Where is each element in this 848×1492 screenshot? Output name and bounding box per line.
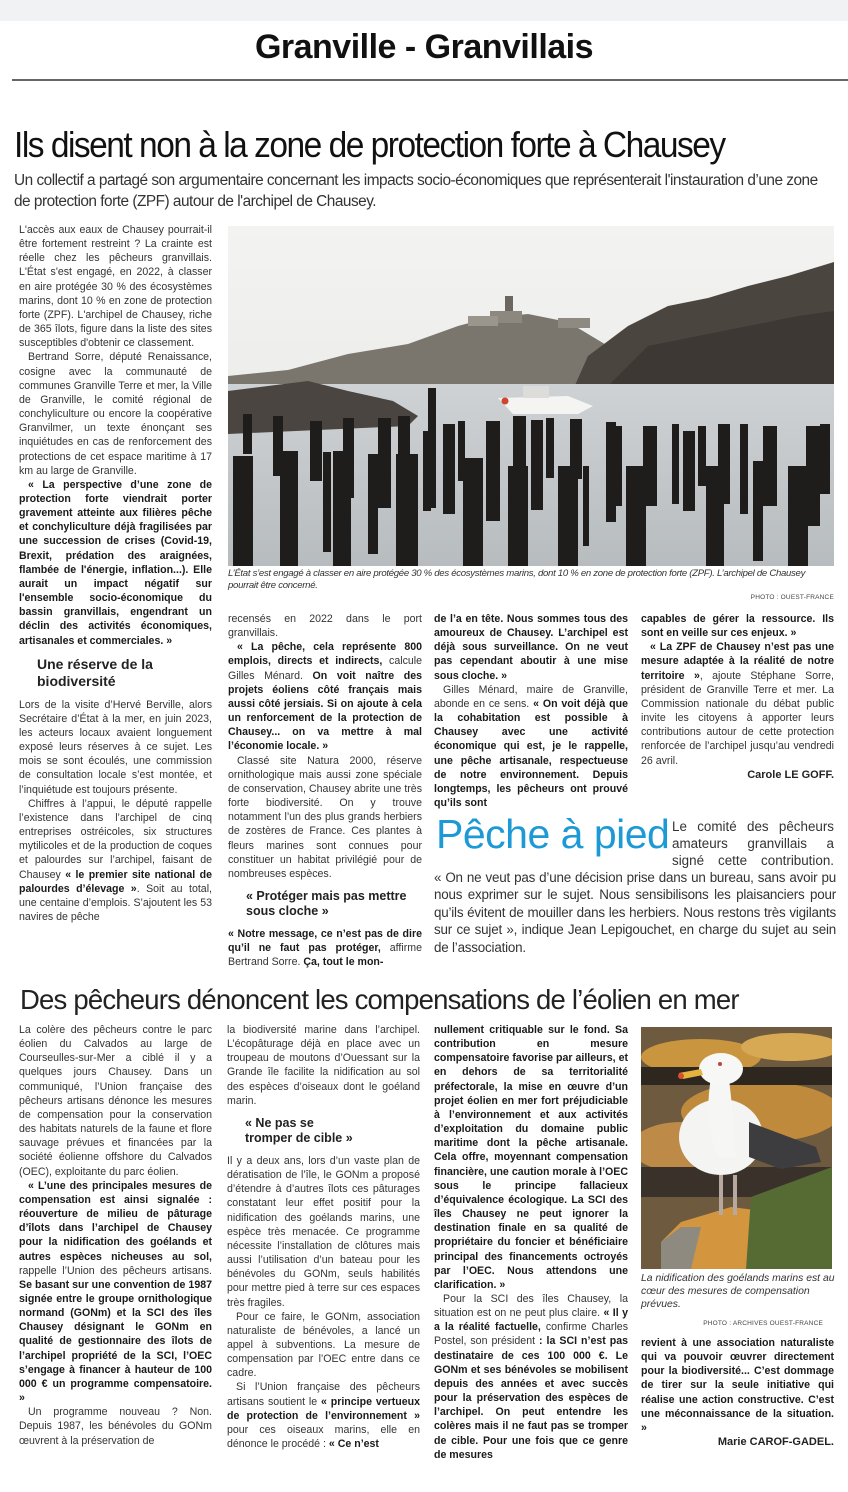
quote: On voit naître des projets éoliens côté français mais aussi côté jersiais. Si on ajoute à cela un renforcement de la protection de Chausey... on va mettre à mal l’économie locale. » xyxy=(228,669,422,753)
seagull-photo xyxy=(641,1027,832,1269)
paragraph xyxy=(434,683,628,810)
paragraph xyxy=(228,640,422,753)
paragraph xyxy=(641,612,834,640)
text: affirme Bertrand Sorre. xyxy=(228,942,422,969)
quote: : la SCI n’est pas destinataire de ces 100 000 €. Le GONm et ses bénévoles se mobilisent depuis des années et avec succès pour la préservation des espèces de l’archipel. On peut entendre les colères mais il ne faut pas se tromper de cible. Pour une fois que ce genre de mesures xyxy=(434,1335,628,1461)
quote: nullement critiquable sur le fond. Sa contribution en mesure compensatoire favorise par ailleurs, et en dehors de sa territorialité préfectorale, la mise en œuvre d’un projet éolien en mer fort préjudiciable à l’environnement et aux activités d’exploitation du domaine public maritime dont la pêche artisanale. Cela offre, moyennant compensation financière, une caution morale à l’OEC sous le principe fallacieux d’équivalence écologique. La SCI des îles Chausey ne peut ignorer la destination finale en sa qualité de propriétaire du foncier et bénéficiaire principal des financements octroyés par l’OEC. Nous attendons une clarification. » xyxy=(434,1024,628,1291)
quote: « principe vertueux de protection de l’environnement » xyxy=(227,1395,420,1422)
paragraph xyxy=(434,1023,628,1292)
article1-column-3 xyxy=(434,612,628,810)
quote: « On voit déjà que la cohabitation est possible à Chausey avec une activité économique qui est, je le rappelle, une pêche artisanale, respectueuse de notre environnement. Depuis longtemps, les pêcheurs ont prouvé qu’ils sont xyxy=(434,697,628,810)
paragraph: Lors de la visite d’Hervé Berville, alors Secrétaire d’État à la mer, en juin 2023, les acteurs locaux avaient longuement exposé leurs réserves à ce sujet. Les mois se sont écoulés, une commission de consultation locale s’est montée, et l’inquiétude est toujours présente. xyxy=(19,698,212,796)
text: . Soit au total, une centaine d’emplois. S’ajoutent les 53 navires de pêche xyxy=(19,882,212,924)
quote: capables de gérer la ressource. Ils sont en veille sur ces enjeux. » xyxy=(641,613,834,640)
quote: « La pêche, cela représente 800 emplois, directs et indirects, xyxy=(228,641,422,668)
paragraph: Il y a deux ans, lors d’un vaste plan de dératisation de l’île, le GONm a proposé d’étendre à d’autres îlots ces pâturages constatant leur effet positif pour la nidification des goélands marins, une espèce très menacée. Ce programme nécessite l’installation de clôtures mais aussi l’utilisation d’un bateau pour les bénévoles du GONm, seuls habilités pour mettre pied à terre sur ces espaces très fragiles. xyxy=(227,1154,420,1309)
paragraph xyxy=(19,797,212,924)
article2-column-1 xyxy=(19,1023,212,1448)
section-title: Granville - Granvillais xyxy=(254,28,594,66)
text: confirme Charles Postel, son président xyxy=(434,1321,628,1348)
article1-photo-caption xyxy=(228,568,834,604)
subheading: « Protéger mais pas mettre sous cloche » xyxy=(246,888,407,918)
text: rappelle l’Union des pêcheurs artisans. xyxy=(19,1264,212,1277)
quote: « L’une des principales mesures de compensation est ainsi signalée : réouverture de milieu de pâturage d’îlots dans l’archipel de Chausey pour la nidification des goélands et autres espèces nicheuses au sol, xyxy=(19,1179,212,1263)
text: , ajoute Stéphane Sorre, président de Granville Terre et mer. La Commission nationale du débat public invite les citoyens à apporter leurs contributions autour de cette protection renforcée de l’archipel jusqu’au vendredi 26 avril. xyxy=(641,669,834,767)
paragraph xyxy=(228,927,422,969)
seagull-image xyxy=(641,1027,832,1269)
paragraph xyxy=(641,640,834,767)
article2-column-3 xyxy=(434,1023,628,1462)
photo-credit: PHOTO : OUEST-FRANCE xyxy=(750,594,834,601)
quote: revient à une association naturaliste qui va pouvoir œuvrer directement pour la biodiversité... C’est dommage de tirer sur la seule initiative qui réalise une action constructive. C’est une méconnaissance de la situation. » xyxy=(641,1337,834,1434)
sidebar-body: « On ne veut pas d’une décision prise dans un bureau, sans avoir pu nous exprimer sur le sujet. Nous sensibilisons les plaisanciers pour qu’ils évitent de mouiller dans les herbiers. Nous restons très vigilants sur ce sujet », indique Jean Lepigouchet, en charge du sujet au sein de l’association. xyxy=(434,870,836,955)
chausey-harbor-photo xyxy=(228,226,834,566)
article2-photo-caption xyxy=(641,1272,835,1330)
paragraph xyxy=(19,478,212,648)
paragraph: Un programme nouveau ? Non. Depuis 1987, les bénévoles du GONm œuvrent à la préservation de xyxy=(19,1406,212,1447)
paragraph: la biodiversité marine dans l’archipel. L’écopâturage déjà en place avec un troupeau de moutons d’Ouessant sur la Grande île facilite la nidification au sol des espèces d’oiseaux dont le goéland marin. xyxy=(227,1024,420,1107)
article1-column-1 xyxy=(19,223,212,924)
article1-column-4 xyxy=(641,612,834,782)
text: Gilles Ménard, maire de Granville, abonde en ce sens. xyxy=(434,683,628,710)
caption-text: La nidification des goélands marins est au cœur des mesures de compensation prévues. xyxy=(641,1273,835,1310)
paragraph xyxy=(641,1336,834,1435)
text: Pour la SCI des îles Chausey, la situation est on ne peut plus claire. xyxy=(434,1292,628,1320)
quote: « La perspective d’une zone de protection forte viendrait porter gravement atteinte aux filières pêche et conchyliculture déjà fragilisées par une succession de crises (Covid-19, Brexit, prédation des araignées, flambée de l'énergie, inflation...). Elle aurait un impact négatif sur l'ensemble socio-économique du bassin granvillais, engendrant un déclin des activités économiques, artisanales et commerciales. » xyxy=(19,478,212,647)
article2-column-4 xyxy=(641,1336,834,1449)
paragraph: Pour ce faire, le GONm, association naturaliste de bénévoles, a lancé un appel à subventions. La mesure de compensation par l’OEC entre dans ce cadre. xyxy=(227,1310,420,1380)
paragraph: recensés en 2022 dans le port granvillais. xyxy=(228,613,422,640)
article2-column-2 xyxy=(227,1023,420,1451)
subheading: Une réserve de la biodiversité xyxy=(37,655,153,689)
article1-lede: Un collectif a partagé son argumentaire concernant les impacts socio-économiques que représenterait l'instauration d’une zone de protection forte (ZPF) autour de l'archipel de Chausey. xyxy=(14,172,818,210)
quote: Se basant sur une convention de 1987 signée entre le groupe ornithologique normand (GONm) et la SCI des îles Chausey désignant le GONm en qualité de gestionnaire des îlots de l’archipel propriété de la SCI, l’OEC s’engage à financer à hauteur de 100 000 € un programme compensatoire. » xyxy=(19,1278,212,1405)
quote: « le premier site national de palourdes d’élevage » xyxy=(19,868,212,895)
subheading: « Ne pas se tromper de cible » xyxy=(245,1115,353,1145)
text: calcule Gilles Ménard. xyxy=(228,655,423,682)
caption-text: L’État s’est engagé à classer en aire protégée 30 % des écosystèmes marins, dont 10 % en zone de protection forte (ZPF). L’archipel de Chausey pourrait être concerné. xyxy=(228,568,806,591)
quote: Ça, tout le mon- xyxy=(303,956,384,969)
paragraph: L'accès aux eaux de Chausey pourrait-il être fortement restreint ? La crainte est réelle chez les pêcheurs granvillais. L'État s'est engagé, en 2022, à classer en aire protégée 30 % des écosystèmes marins, dont 10 % en zone de protection forte (ZPF). L'archipel de Chausey, riche de 365 îlots, figure dans la liste des sites susceptibles d'obtenir ce classement. xyxy=(19,224,212,350)
quote: « La ZPF de Chausey n’est pas une mesure adaptée à la réalité de notre territoire » xyxy=(641,641,834,682)
quote: « Ce n’est xyxy=(328,1438,379,1451)
top-bar xyxy=(0,0,848,21)
article2-headline: Des pêcheurs dénoncent les compensations de l’éolien en mer xyxy=(20,984,739,1015)
author-signature: Carole LE GOFF. xyxy=(747,768,834,781)
paragraph: Bertrand Sorre, député Renaissance, cosigne avec la communauté de communes Granville Terre et mer, la Ville de Granville, le comité régional de conchyliculture ou encore la coopérative Granvilmer, un texte énonçant ses inquiétudes en cas de renforcement des protections de cet espace maritime à 17 km au large de Granville. xyxy=(19,351,212,477)
article1-headline: Ils disent non à la zone de protection forte à Chausey xyxy=(14,124,725,165)
paragraph xyxy=(19,1179,212,1406)
paragraph xyxy=(434,612,628,683)
text: Si l’Union française des pêcheurs artisans soutient le xyxy=(227,1381,420,1408)
author-signature: Marie CAROF-GADEL. xyxy=(717,1436,834,1449)
quote: « Il y a la réalité factuelle, xyxy=(434,1307,628,1334)
article1-column-2 xyxy=(228,612,422,969)
text: Chiffres à l’appui, le député rappelle l’existence dans l’archipel de cinq entreprises ostréicoles, six structures mytilicoles et de la production de coques et palourdes sur l’archipel, faisant de Chausey xyxy=(19,797,212,881)
paragraph: Classé site Natura 2000, réserve ornithologique mais aussi zone spéciale de conservation, Chausey abrite une très forte biodiversité. On y trouve notamment l’un des plus grands herbiers de zostères de France. Ces plantes à fleurs marines sont connues pour constituer un habitat privilégié pour de nombreuses espèces. xyxy=(228,754,422,880)
text: pour ces oiseaux marins, elle en dénonce le procédé : xyxy=(227,1423,420,1451)
paragraph xyxy=(227,1380,420,1451)
paragraph xyxy=(434,1292,628,1462)
sidebar-title: Pêche à pied xyxy=(436,811,670,857)
paragraph: La colère des pêcheurs contre le parc éolien du Calvados au large de Courseulles-sur-Mer a ciblé il y a quelques jours Chausey. Dans un communiqué, l’Union française des pêcheurs artisans dénonce les mesures de compensation pour la conservation des habitats naturels de la faune et flore sauvage prévues et financées par la société éolienne offshore du Calvados (OEC), exploitante du parc éolien. xyxy=(19,1024,212,1178)
quote: « Notre message, ce n’est pas de dire qu’il ne faut pas protéger, xyxy=(228,927,422,955)
sidebar-intro: Le comité des pêcheurs amateurs granvillais a signé cette contribution. xyxy=(672,819,834,868)
section-divider xyxy=(12,79,848,81)
quote: de l’a en tête. Nous sommes tous des amoureux de Chausey. L’archipel est déjà sous surveillance. On ne veut pas cependant aboutir à une mise sous cloche. » xyxy=(434,613,628,682)
photo-credit: PHOTO : ARCHIVES OUEST-FRANCE xyxy=(703,1320,823,1327)
chausey-harbor-image xyxy=(228,226,834,566)
